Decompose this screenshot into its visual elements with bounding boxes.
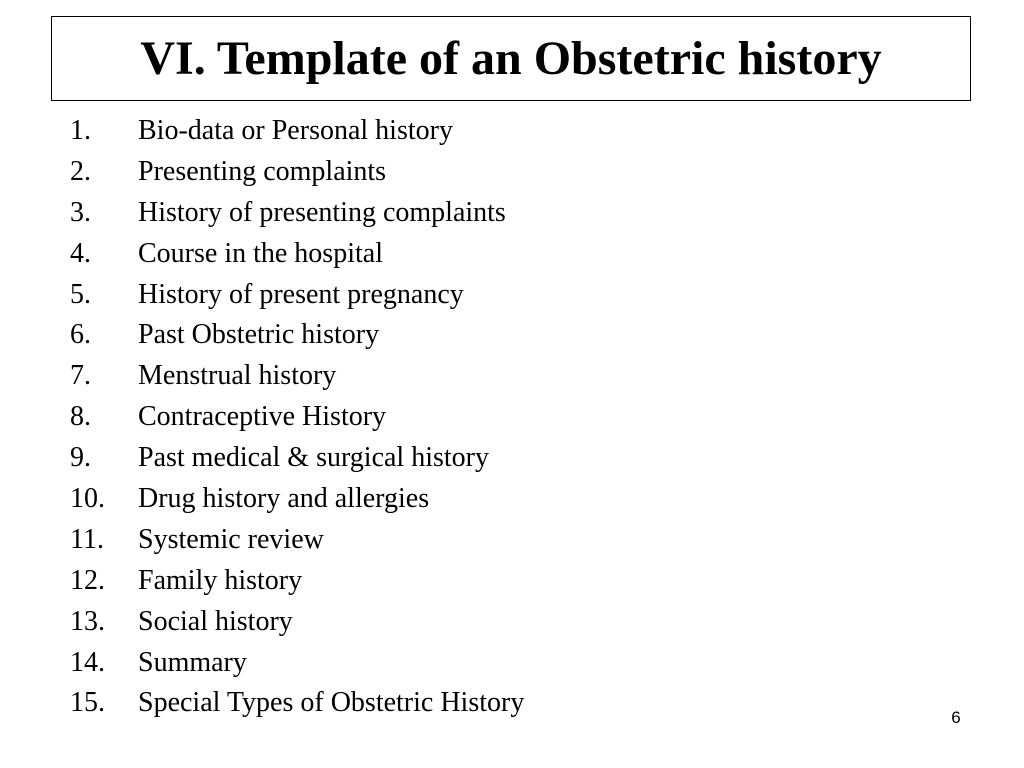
list-item [70,152,524,193]
item-number: 10. [70,483,105,515]
item-label: Menstrual history [138,360,337,392]
item-number: 15. [70,687,105,719]
list-item [70,234,524,275]
list-item [70,193,524,234]
item-label: Past Obstetric history [138,319,380,351]
list-item [70,111,524,152]
list-item [70,520,524,561]
list-item [70,602,524,643]
item-number: 8. [70,401,91,433]
list-item [70,275,524,316]
list-item [70,315,524,356]
list-item [70,356,524,397]
item-label: Course in the hospital [138,237,383,269]
list-item [70,438,524,479]
item-label: History of presenting complaints [138,196,506,228]
list-item [70,561,524,602]
list-item [70,479,524,520]
item-label: Bio-data or Personal history [138,115,453,146]
item-label: Systemic review [138,523,324,555]
item-label: Family history [138,564,303,596]
list-item [70,683,524,724]
item-number: 14. [70,646,105,678]
item-number: 4. [70,237,91,269]
slide-title-box [51,16,971,101]
item-label: Social history [138,605,293,637]
item-label: Presenting complaints [138,155,387,187]
item-number: 7. [70,360,91,392]
item-label: History of present pregnancy [138,278,464,310]
history-template-list [70,111,524,724]
slide-title: VI. Template of an Obstetric history [140,31,882,85]
list-item [70,397,524,438]
list-item [70,643,524,684]
item-label: Special Types of Obstetric History [138,687,525,719]
item-number: 1. [70,115,91,146]
item-number: 3. [70,196,91,228]
item-number: 13. [70,605,105,637]
item-label: Contraceptive History [138,401,387,433]
item-label: Drug history and allergies [138,483,430,515]
page-number: 6 [951,708,961,727]
item-number: 5. [70,278,91,310]
item-number: 11. [70,523,104,555]
item-number: 6. [70,319,91,351]
item-number: 9. [70,442,91,474]
item-number: 12. [70,564,105,596]
item-label: Past medical & surgical history [138,442,489,474]
item-number: 2. [70,155,91,187]
item-label: Summary [138,646,247,678]
